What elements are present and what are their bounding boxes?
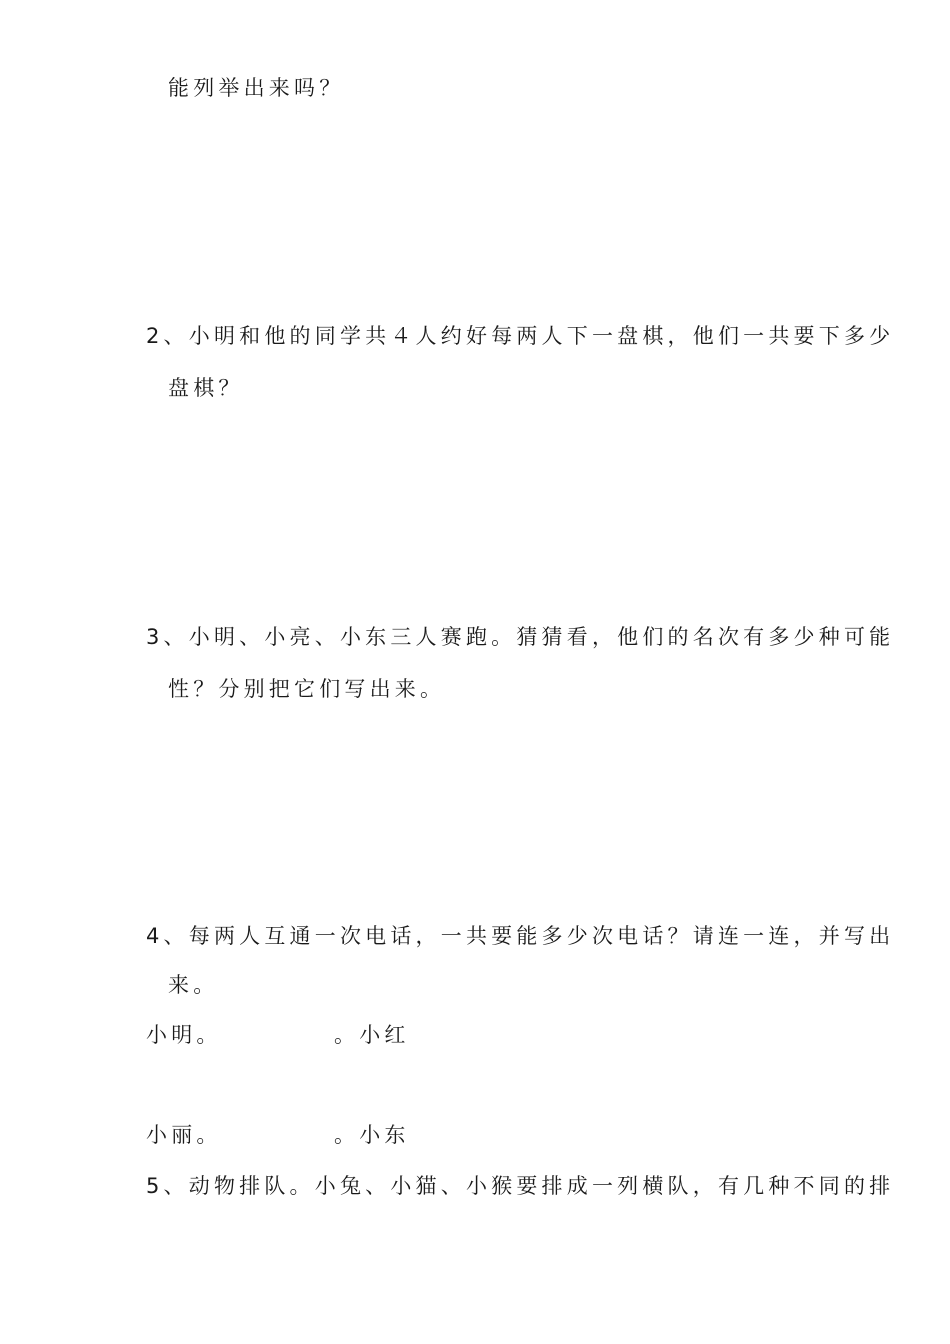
q2-text-line-2: 盘棋？: [168, 376, 244, 400]
q3-text-line-2: 性？分别把它们写出来。: [168, 677, 446, 701]
q4-name-left-bottom: 小丽。: [146, 1123, 222, 1147]
q1-text-line-2: 能列举出来吗？: [168, 76, 345, 100]
q4-name-right-top: 。小红: [334, 1023, 410, 1047]
q4-name-right-bottom: 。小东: [334, 1123, 410, 1147]
q3-text-line-1: 3、小明、小亮、小东三人赛跑。猜猜看，他们的名次有多少种可能: [146, 625, 895, 649]
q4-name-left-top: 小明。: [146, 1023, 222, 1047]
q4-text-line-2: 来。: [168, 973, 219, 997]
q5-text-line-1: 5、动物排队。小兔、小猫、小猴要排成一列横队，有几种不同的排: [146, 1174, 895, 1198]
q2-text-line-1: 2、小明和他的同学共４人约好每两人下一盘棋，他们一共要下多少: [146, 324, 895, 348]
q4-text-line-1: 4、每两人互通一次电话，一共要能多少次电话？请连一连，并写出: [146, 924, 895, 948]
